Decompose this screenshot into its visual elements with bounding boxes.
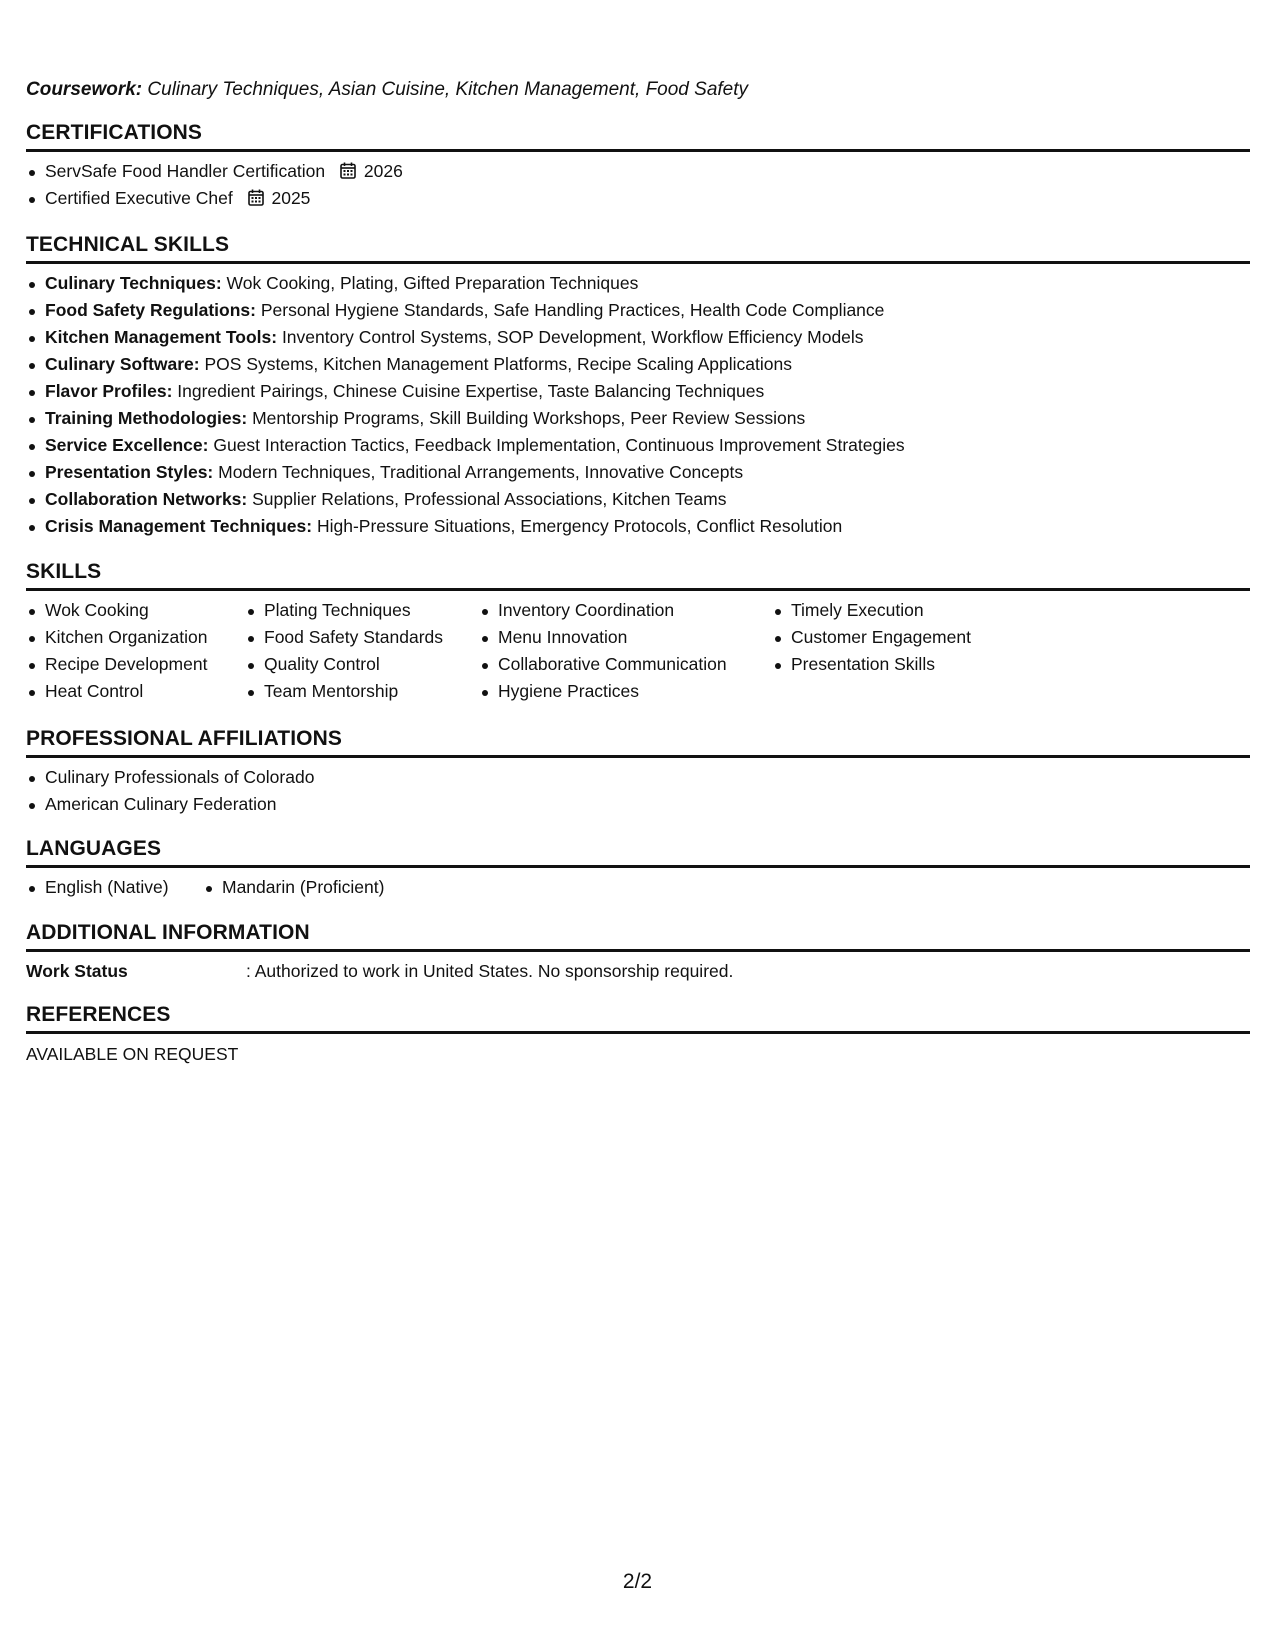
skills-columns <box>26 597 1250 705</box>
languages-list <box>26 874 1250 901</box>
technical-skill-label: Kitchen Management Tools: <box>45 327 278 347</box>
technical-skill-value: Mentorship Programs, Skill Building Workshops, Peer Review Sessions <box>252 408 806 428</box>
certifications-section <box>26 120 1250 212</box>
skill-item: Presentation Skills <box>772 651 1032 678</box>
page-number: 2/2 <box>622 1570 653 1593</box>
technical-skills-heading: TECHNICAL SKILLS <box>26 232 1250 264</box>
skill-item: Customer Engagement <box>772 624 1032 651</box>
skills-column <box>245 597 479 705</box>
skill-item: Hygiene Practices <box>479 678 772 705</box>
work-status-label: Work Status <box>26 961 128 981</box>
technical-skill-item <box>26 378 1250 405</box>
language-item: English (Native) <box>26 874 203 901</box>
technical-skill-item <box>26 351 1250 378</box>
technical-skills-list <box>26 270 1250 540</box>
technical-skill-value: POS Systems, Kitchen Management Platforms, Recipe Scaling Applications <box>204 354 792 374</box>
affiliations-list <box>26 764 1250 818</box>
certification-name: ServSafe Food Handler Certification <box>45 161 326 181</box>
work-status-value: : Authorized to work in United States. No sponsorship required. <box>246 961 734 981</box>
skills-column <box>26 597 245 705</box>
technical-skill-label: Culinary Software: <box>45 354 200 374</box>
skill-item: Menu Innovation <box>479 624 772 651</box>
references-text: AVAILABLE ON REQUEST <box>26 1044 239 1064</box>
affiliation-item: American Culinary Federation <box>26 791 1250 818</box>
technical-skill-item <box>26 324 1250 351</box>
technical-skill-item <box>26 459 1250 486</box>
technical-skills-section <box>26 232 1250 540</box>
skills-heading: SKILLS <box>26 559 1250 591</box>
additional-info-section <box>26 920 1250 984</box>
affiliations-section <box>26 726 1250 818</box>
references-section <box>26 1002 1250 1067</box>
technical-skill-label: Service Excellence: <box>45 435 209 455</box>
skill-item: Food Safety Standards <box>245 624 479 651</box>
skills-column <box>479 597 772 705</box>
certification-year: 2025 <box>271 188 311 208</box>
coursework-label: Coursework: <box>26 79 143 100</box>
references-heading: REFERENCES <box>26 1002 1250 1034</box>
skill-item: Timely Execution <box>772 597 1032 624</box>
technical-skill-label: Collaboration Networks: <box>45 489 248 509</box>
certification-year: 2026 <box>363 161 403 181</box>
skill-item: Plating Techniques <box>245 597 479 624</box>
work-status-row <box>26 958 1250 984</box>
skill-item: Quality Control <box>245 651 479 678</box>
certification-item <box>26 158 1250 185</box>
technical-skill-value: Personal Hygiene Standards, Safe Handling Practices, Health Code Compliance <box>260 300 885 320</box>
skill-item: Recipe Development <box>26 651 245 678</box>
certification-name: Certified Executive Chef <box>45 188 233 208</box>
technical-skill-item <box>26 513 1250 540</box>
language-item: Mandarin (Proficient) <box>203 874 384 901</box>
skill-item: Collaborative Communication <box>479 651 772 678</box>
additional-info-heading: ADDITIONAL INFORMATION <box>26 920 1250 952</box>
skill-item: Kitchen Organization <box>26 624 245 651</box>
technical-skill-item <box>26 486 1250 513</box>
skills-column <box>772 597 1032 705</box>
technical-skill-label: Flavor Profiles: <box>45 381 173 401</box>
skill-item: Inventory Coordination <box>479 597 772 624</box>
technical-skill-value: Guest Interaction Tactics, Feedback Implementation, Continuous Improvement Strategies <box>213 435 905 455</box>
technical-skill-value: Modern Techniques, Traditional Arrangements, Innovative Concepts <box>218 462 744 482</box>
technical-skill-item <box>26 405 1250 432</box>
technical-skill-label: Culinary Techniques: <box>45 273 222 293</box>
affiliations-heading: PROFESSIONAL AFFILIATIONS <box>26 726 1250 758</box>
technical-skill-item <box>26 432 1250 459</box>
calendar-icon <box>248 189 264 206</box>
languages-section <box>26 836 1250 901</box>
technical-skill-label: Crisis Management Techniques: <box>45 516 313 536</box>
technical-skill-label: Presentation Styles: <box>45 462 214 482</box>
technical-skill-label: Food Safety Regulations: <box>45 300 256 320</box>
technical-skill-value: Supplier Relations, Professional Associations, Kitchen Teams <box>252 489 727 509</box>
certifications-heading: CERTIFICATIONS <box>26 120 1250 152</box>
skill-item: Team Mentorship <box>245 678 479 705</box>
technical-skill-value: Ingredient Pairings, Chinese Cuisine Expertise, Taste Balancing Techniques <box>177 381 765 401</box>
certification-item <box>26 185 1250 212</box>
languages-heading: LANGUAGES <box>26 836 1250 868</box>
technical-skill-value: High-Pressure Situations, Emergency Protocols, Conflict Resolution <box>316 516 843 536</box>
skills-section <box>26 559 1250 705</box>
coursework-line <box>26 79 748 101</box>
technical-skill-item <box>26 270 1250 297</box>
technical-skill-value: Inventory Control Systems, SOP Development, Workflow Efficiency Models <box>281 327 864 347</box>
affiliation-item: Culinary Professionals of Colorado <box>26 764 1250 791</box>
coursework-value: Culinary Techniques, Asian Cuisine, Kitchen Management, Food Safety <box>147 79 749 100</box>
skill-item: Heat Control <box>26 678 245 705</box>
technical-skill-item <box>26 297 1250 324</box>
technical-skill-value: Wok Cooking, Plating, Gifted Preparation Techniques <box>226 273 639 293</box>
certifications-list <box>26 158 1250 212</box>
skill-item: Wok Cooking <box>26 597 245 624</box>
calendar-icon <box>340 162 356 179</box>
technical-skill-label: Training Methodologies: <box>45 408 248 428</box>
